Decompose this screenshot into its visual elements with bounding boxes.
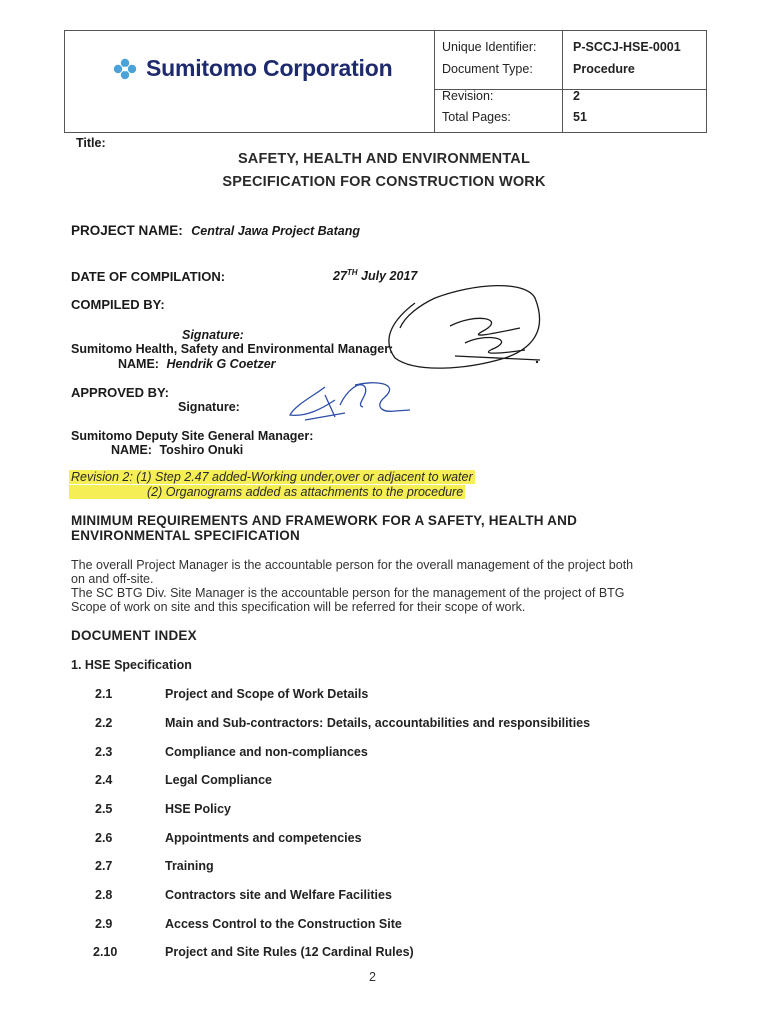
compiled-by-label: COMPILED BY: xyxy=(71,297,165,312)
compiled-name: Hendrik G Coetzer xyxy=(166,357,276,371)
revision-value: 2 xyxy=(573,89,580,103)
para-2-line-1: The SC BTG Div. Site Manager is the accountable person for the management of the project of BTG xyxy=(71,586,625,600)
approved-name: Toshiro Onuki xyxy=(159,443,244,457)
para-1-line-2: on and off-site. xyxy=(71,572,154,586)
min-requirements-heading-1: MINIMUM REQUIREMENTS AND FRAMEWORK FOR A SAFETY, HEALTH AND xyxy=(71,513,578,528)
company-logo xyxy=(112,55,392,82)
company-name: Sumitomo Corporation xyxy=(146,55,393,81)
index-item-title: Project and Scope of Work Details xyxy=(165,687,369,701)
date-suffix: TH xyxy=(346,268,358,277)
compiled-name-row xyxy=(118,357,276,371)
index-item-num: 2.10 xyxy=(93,945,118,959)
index-section-1: 1. HSE Specification xyxy=(71,658,192,672)
revision-label: Revision: xyxy=(442,89,494,103)
index-item-num: 2.7 xyxy=(95,859,113,873)
document-title-line-2: SPECIFICATION FOR CONSTRUCTION WORK xyxy=(222,174,546,190)
index-item-num: 2.3 xyxy=(95,745,113,759)
unique-identifier-value: P-SCCJ-HSE-0001 xyxy=(573,40,681,54)
approved-name-row xyxy=(111,443,243,457)
index-item-num: 2.4 xyxy=(95,773,113,787)
index-item-title: Access Control to the Construction Site xyxy=(165,917,402,931)
index-item-title: Training xyxy=(165,859,214,873)
para-2-line-2: Scope of work on site and this specification will be referred for their scope of work. xyxy=(71,600,526,614)
approved-signature-label: Signature: xyxy=(178,400,240,414)
para-1-line-1: The overall Project Manager is the accountable person for the overall management of the project both xyxy=(71,558,634,572)
date-rest: July 2017 xyxy=(357,269,418,284)
index-item-title: Compliance and non-compliances xyxy=(165,745,368,759)
sumitomo-logo-icon xyxy=(112,58,138,80)
document-index-heading: DOCUMENT INDEX xyxy=(71,628,197,643)
revision-note-text-2: (2) Organograms added as attachments to the procedure xyxy=(69,485,465,499)
compiled-signature-label: Signature: xyxy=(182,328,244,342)
index-item-num: 2.6 xyxy=(95,831,113,845)
project-name-value: Central Jawa Project Batang xyxy=(191,224,361,238)
index-item-title: Legal Compliance xyxy=(165,773,272,787)
title-label: Title: xyxy=(76,136,106,150)
document-type-label: Document Type: xyxy=(442,62,533,76)
total-pages-value: 51 xyxy=(573,110,587,124)
compiled-name-label: NAME: xyxy=(118,357,159,371)
index-item-num: 2.1 xyxy=(95,687,113,701)
index-item-num: 2.5 xyxy=(95,802,113,816)
document-title-line-1: SAFETY, HEALTH AND ENVIRONMENTAL xyxy=(237,151,531,167)
document-type-value: Procedure xyxy=(573,62,635,76)
min-requirements-heading-2: ENVIRONMENTAL SPECIFICATION xyxy=(71,528,300,543)
approved-signature-image xyxy=(285,375,415,425)
index-item-title: Appointments and competencies xyxy=(165,831,362,845)
date-of-compilation-label: DATE OF COMPILATION: xyxy=(71,269,226,284)
approved-name-label: NAME: xyxy=(111,443,152,457)
index-item-title: HSE Policy xyxy=(165,802,231,816)
index-item-title: Main and Sub-contractors: Details, accountabilities and responsibilities xyxy=(165,716,591,730)
revision-note-line-1 xyxy=(69,470,475,484)
compiled-signature-image xyxy=(355,278,555,378)
index-item-num: 2.9 xyxy=(95,917,113,931)
project-name-label: PROJECT NAME: xyxy=(71,223,183,238)
unique-identifier-label: Unique Identifier: xyxy=(442,40,537,54)
index-item-num: 2.2 xyxy=(95,716,113,730)
project-name-row xyxy=(71,222,360,240)
approved-by-label: APPROVED BY: xyxy=(71,385,169,400)
date-day: 27 xyxy=(333,269,347,284)
revision-note-line-2 xyxy=(69,485,465,499)
approved-role: Sumitomo Deputy Site General Manager: xyxy=(71,429,314,443)
index-item-title: Contractors site and Welfare Facilities xyxy=(165,888,392,902)
index-item-num: 2.8 xyxy=(95,888,113,902)
compiled-role: Sumitomo Health, Safety and Environmental Manager: xyxy=(71,342,394,356)
total-pages-label: Total Pages: xyxy=(442,110,511,124)
revision-note-text-1: Revision 2: (1) Step 2.47 added-Working under,over or adjacent to water xyxy=(71,470,473,484)
page-number: 2 xyxy=(369,970,376,984)
index-item-title: Project and Site Rules (12 Cardinal Rules) xyxy=(165,945,414,959)
